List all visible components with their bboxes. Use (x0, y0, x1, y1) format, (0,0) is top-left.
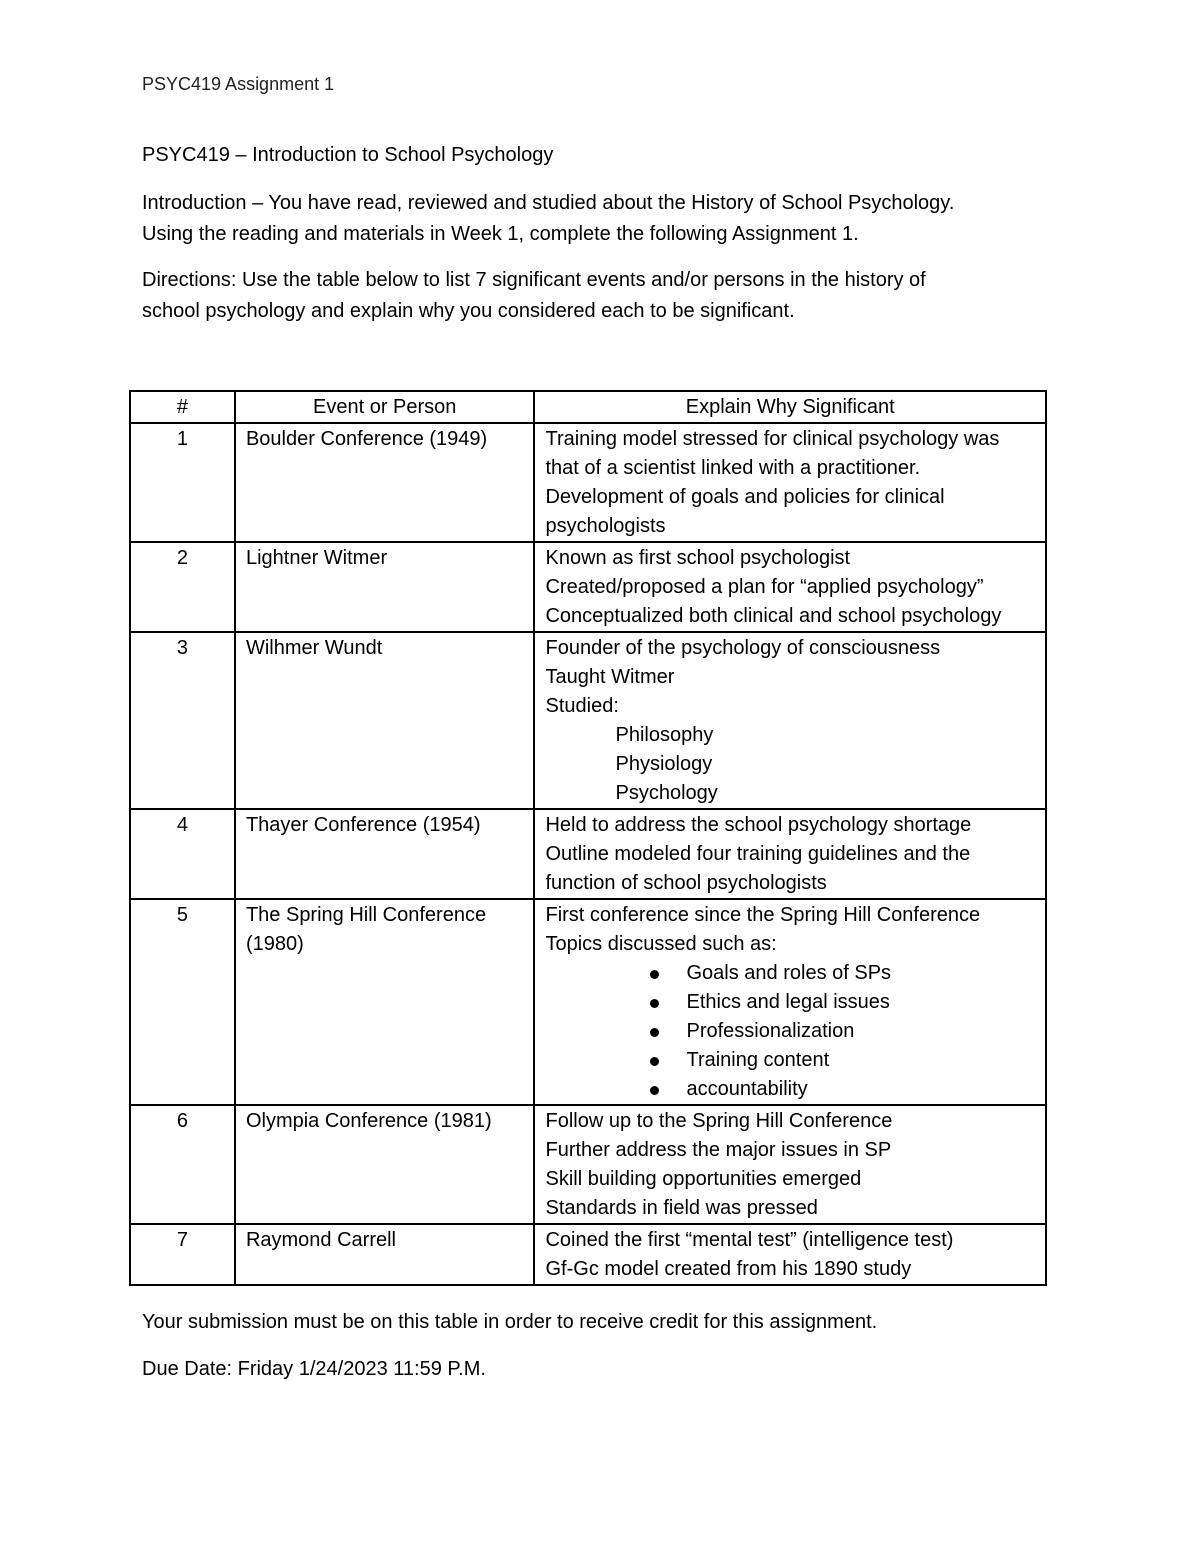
studied-subject: Psychology (615, 782, 718, 804)
explain-line: Coined the first “mental test” (intelligence test) (545, 1229, 954, 1251)
table-row (130, 1224, 1046, 1285)
bullet-icon (650, 970, 659, 979)
row-number: 4 (130, 809, 235, 899)
table-row (130, 423, 1046, 542)
events-table (129, 390, 1047, 1286)
directions-paragraph (142, 265, 1062, 327)
event-line: Lightner Witmer (245, 547, 388, 569)
table-row (130, 809, 1046, 899)
event-cell (235, 1105, 535, 1224)
list-item (545, 1046, 1035, 1075)
event-line: Wilhmer Wundt (245, 637, 383, 659)
topic-text: accountability (686, 1078, 808, 1100)
explain-line: Held to address the school psychology shortage (545, 814, 972, 836)
event-cell (235, 809, 535, 899)
row-number: 1 (130, 423, 235, 542)
header-number: # (130, 391, 235, 423)
explain-line: Skill building opportunities emerged (545, 1168, 862, 1190)
explain-line: Known as first school psychologist (545, 547, 851, 569)
directions-line: Directions: Use the table below to list 7 significant events and/or persons in the history of (142, 269, 926, 291)
topic-text: Ethics and legal issues (686, 991, 890, 1013)
event-cell (235, 423, 535, 542)
bullet-icon (650, 1086, 659, 1095)
row-number: 2 (130, 542, 235, 632)
table-row (130, 1105, 1046, 1224)
explain-line: First conference since the Spring Hill Conference (545, 904, 981, 926)
studied-subject: Philosophy (615, 724, 714, 746)
list-item (545, 1017, 1035, 1046)
explain-line: Studied: (545, 695, 619, 717)
event-line: The Spring Hill Conference (245, 904, 487, 926)
list-item (545, 959, 1035, 988)
table-header-row (130, 391, 1046, 423)
row-number: 3 (130, 632, 235, 809)
event-line: (1980) (245, 933, 304, 955)
explain-line: that of a scientist linked with a practitioner. (545, 457, 921, 479)
explain-cell (534, 542, 1046, 632)
explain-cell (534, 1224, 1046, 1285)
explain-cell (534, 899, 1046, 1105)
event-line: Thayer Conference (1954) (245, 814, 481, 836)
explain-line: Development of goals and policies for clinical (545, 486, 945, 508)
due-date: Due Date: Friday 1/24/2023 11:59 P.M. (142, 1358, 486, 1380)
explain-cell (534, 423, 1046, 542)
explain-line: Gf-Gc model created from his 1890 study (545, 1258, 912, 1280)
explain-line: Topics discussed such as: (545, 933, 777, 955)
event-line: Raymond Carrell (245, 1229, 397, 1251)
explain-line: psychologists (545, 515, 666, 537)
topic-text: Training content (686, 1049, 830, 1071)
topics-bullet-list (545, 959, 1035, 1104)
explain-line: Founder of the psychology of consciousness (545, 637, 941, 659)
table-row (130, 632, 1046, 809)
page-header: PSYC419 Assignment 1 (142, 74, 335, 94)
explain-cell (534, 1105, 1046, 1224)
row-number: 7 (130, 1224, 235, 1285)
studied-subject: Physiology (615, 753, 713, 775)
explain-line: Taught Witmer (545, 666, 675, 688)
event-line: Olympia Conference (1981) (245, 1110, 492, 1132)
document-title: PSYC419 – Introduction to School Psychology (142, 144, 554, 166)
explain-line: Follow up to the Spring Hill Conference (545, 1110, 893, 1132)
list-item (545, 988, 1035, 1017)
header-explain-why-significant: Explain Why Significant (534, 391, 1046, 423)
explain-cell (534, 809, 1046, 899)
topic-text: Goals and roles of SPs (686, 962, 892, 984)
table-row (130, 542, 1046, 632)
event-line: Boulder Conference (1949) (245, 428, 488, 450)
submission-note: Your submission must be on this table in order to receive credit for this assignment. (142, 1311, 878, 1333)
introduction-paragraph (142, 188, 1062, 250)
explain-cell (534, 632, 1046, 809)
explain-line: Standards in field was pressed (545, 1197, 818, 1219)
explain-line: Conceptualized both clinical and school psychology (545, 605, 1002, 627)
header-event-or-person: Event or Person (235, 391, 535, 423)
list-item (545, 1075, 1035, 1104)
introduction-line: Introduction – You have read, reviewed and studied about the History of School Psychology. (142, 192, 955, 214)
event-cell (235, 542, 535, 632)
event-cell (235, 632, 535, 809)
bullet-icon (650, 1057, 659, 1066)
directions-line: school psychology and explain why you considered each to be significant. (142, 300, 795, 322)
bullet-icon (650, 999, 659, 1008)
introduction-line: Using the reading and materials in Week 1, complete the following Assignment 1. (142, 223, 859, 245)
row-number: 6 (130, 1105, 235, 1224)
bullet-icon (650, 1028, 659, 1037)
event-cell (235, 899, 535, 1105)
explain-line: Created/proposed a plan for “applied psychology” (545, 576, 984, 598)
explain-line: Training model stressed for clinical psychology was (545, 428, 1000, 450)
explain-line: function of school psychologists (545, 872, 827, 894)
topic-text: Professionalization (686, 1020, 855, 1042)
explain-line: Outline modeled four training guidelines and the (545, 843, 971, 865)
row-number: 5 (130, 899, 235, 1105)
explain-line: Further address the major issues in SP (545, 1139, 892, 1161)
table-row (130, 899, 1046, 1105)
event-cell (235, 1224, 535, 1285)
